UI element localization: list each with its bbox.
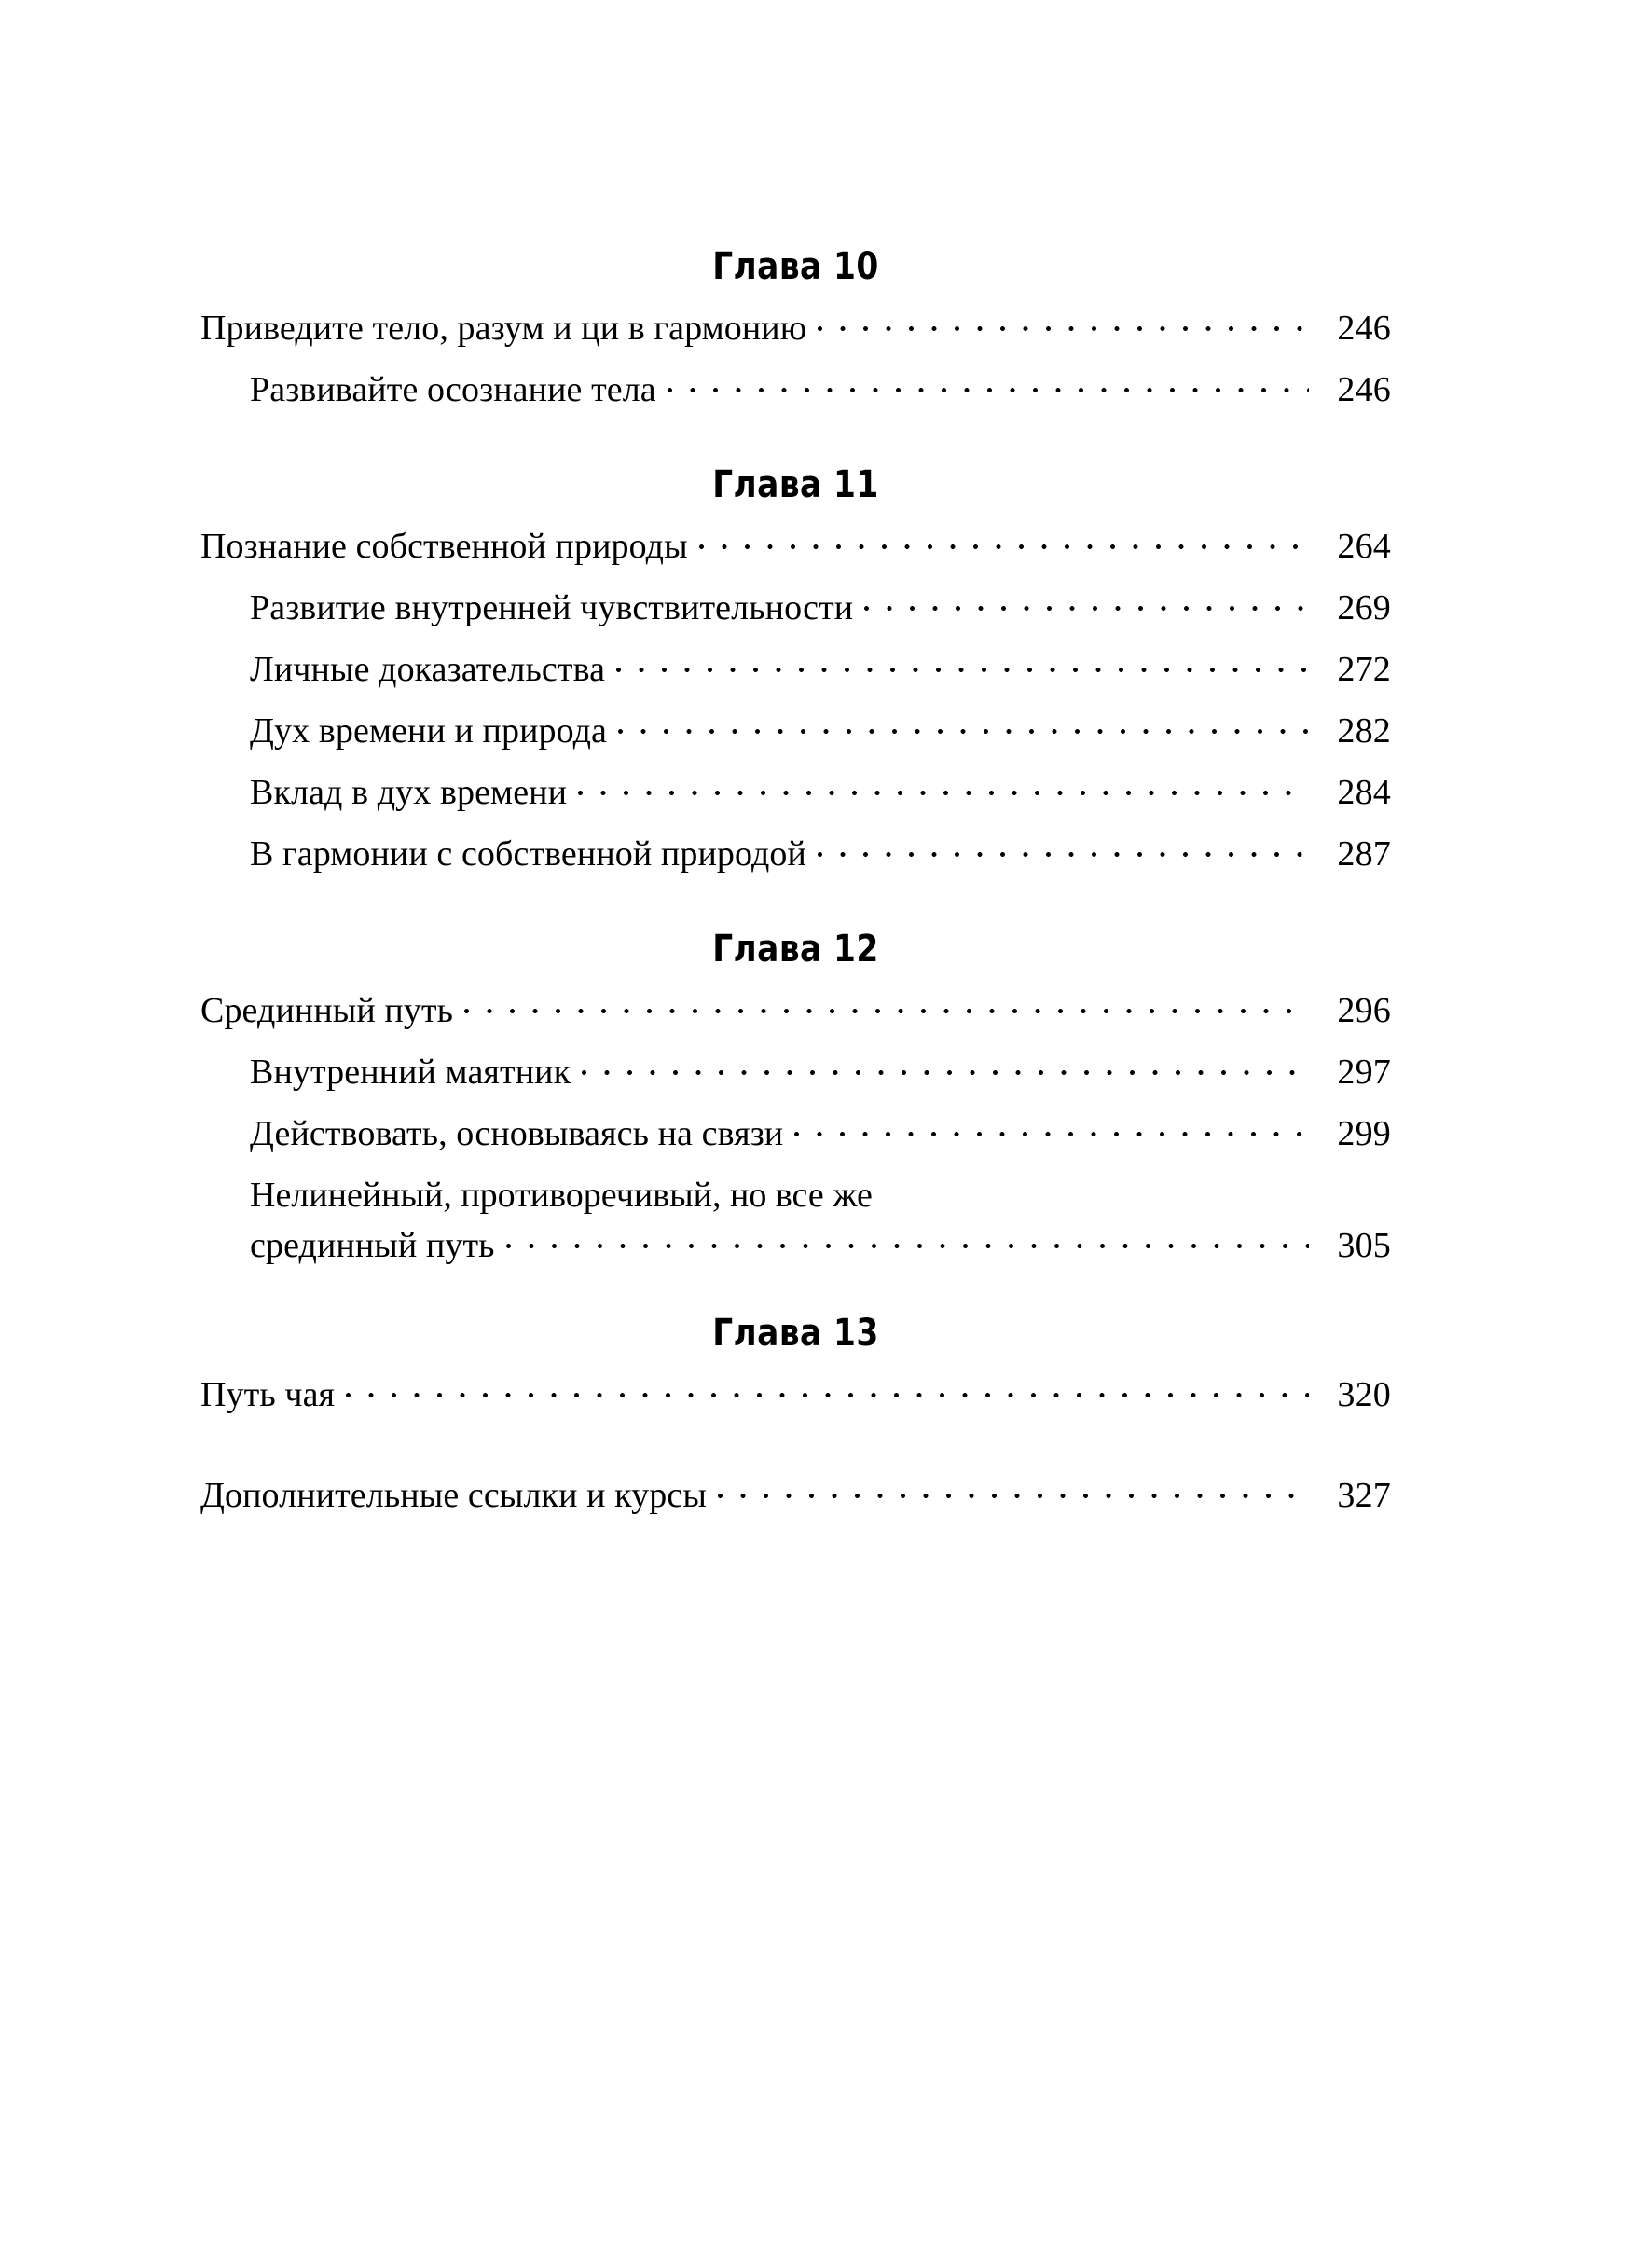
toc-entry[interactable] [200,641,1391,703]
toc-entry-page: 287 [1337,834,1391,874]
dot-leader [616,645,1309,681]
toc-entry[interactable] [200,764,1391,826]
toc-entry-title: Дух времени и природа [250,711,608,750]
toc-entry[interactable] [200,1367,1391,1428]
toc-entry-page: 272 [1337,650,1391,689]
chapter-heading-wrap-12 [200,916,1391,983]
toc-entry[interactable] [200,983,1391,1044]
toc-entry-title: Приведите тело, разум и ци в гармонию [200,309,807,348]
toc-entry-title: Путь чая [200,1374,336,1414]
toc-entry-title: Познание собственной природы [200,527,688,566]
chapter-heading-wrap-13 [200,1300,1391,1367]
table-of-contents [200,233,1391,1529]
toc-entry-page: 320 [1337,1374,1391,1414]
toc-entry-title-line-2-row [250,1221,1391,1272]
section-spacer [200,888,1391,916]
toc-entry[interactable] [200,362,1391,423]
dot-leader [864,584,1309,619]
chapter-group-12 [200,916,1391,1272]
toc-entry-title: Личные доказательства [250,650,606,689]
section-spacer [200,423,1391,451]
toc-entry[interactable] [200,300,1391,362]
dot-leader [506,1221,1309,1257]
toc-entry-title: Действовать, основываясь на связи [250,1114,784,1153]
toc-entry-page: 269 [1337,588,1391,627]
toc-entry[interactable] [200,1106,1391,1167]
toc-entry-title: Вклад в дух времени [250,773,568,812]
dot-leader [818,304,1309,339]
toc-entry-page: 296 [1337,991,1391,1030]
dot-leader [718,1471,1309,1507]
toc-entry[interactable] [200,1044,1391,1106]
toc-entry-title: Внутренний маятник [250,1053,571,1092]
toc-entry[interactable] [200,1167,1391,1272]
toc-entry-title: Развивайте осознание тела [250,370,656,409]
section-spacer [200,1428,1391,1467]
chapter-heading-11: Глава 11 [712,463,879,506]
toc-entry[interactable] [200,580,1391,641]
toc-entry-appendix[interactable] [200,1467,1391,1529]
toc-entry-page: 264 [1337,527,1391,566]
toc-entry-page: 299 [1337,1114,1391,1153]
chapter-heading-wrap-11 [200,451,1391,518]
chapter-heading-10: Глава 10 [712,245,879,288]
section-spacer [200,1272,1391,1300]
dot-leader [346,1370,1309,1406]
chapter-heading-12: Глава 12 [712,928,879,971]
toc-entry-page: 282 [1337,711,1391,750]
toc-entry-title: В гармонии с собственной природой [250,834,806,874]
toc-entry[interactable] [200,703,1391,764]
toc-entry-page: 305 [1337,1225,1391,1265]
toc-entry-page: 246 [1337,370,1391,409]
toc-entry-title: Срединный путь [200,991,454,1030]
toc-entry-title-line-1: Нелинейный, противоречивый, но все же [250,1176,873,1215]
chapter-group-13 [200,1300,1391,1428]
dot-leader [582,1048,1309,1083]
chapter-heading-13: Глава 13 [712,1311,879,1355]
toc-entry-page: 297 [1337,1053,1391,1092]
dot-leader [699,522,1309,558]
toc-entry-page: 284 [1337,773,1391,812]
dot-leader [464,986,1309,1022]
toc-entry[interactable] [200,518,1391,580]
dot-leader [618,707,1309,742]
toc-entry-title-line-2: срединный путь [250,1225,495,1265]
chapter-heading-wrap-10 [200,233,1391,300]
dot-leader [578,768,1309,804]
dot-leader [818,830,1309,865]
toc-entry-page: 246 [1337,309,1391,348]
chapter-group-10 [200,233,1391,423]
toc-entry-title: Развитие внутренней чувствительности [250,588,854,627]
dot-leader [668,365,1309,401]
chapter-group-11 [200,451,1391,888]
toc-entry-title: Дополнительные ссылки и курсы [200,1475,707,1515]
toc-entry[interactable] [200,826,1391,888]
toc-entry-page: 327 [1337,1475,1391,1515]
dot-leader [794,1109,1309,1145]
